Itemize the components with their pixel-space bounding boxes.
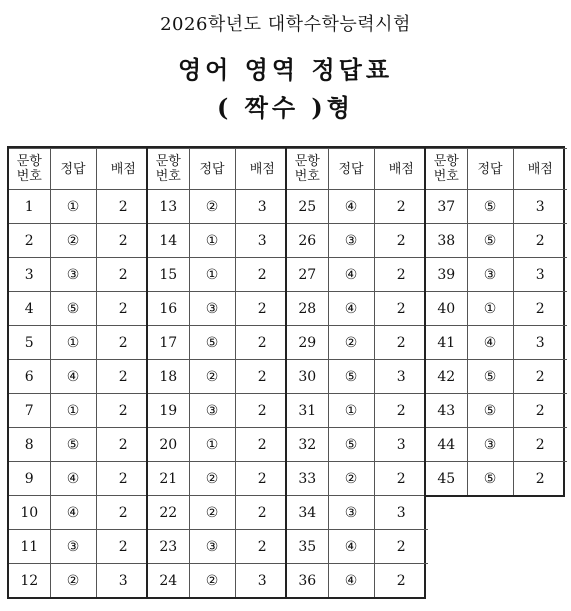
question-number: 35 (287, 530, 328, 564)
points-value: 2 (96, 496, 150, 530)
column-header-answer: 정답 (189, 149, 235, 190)
answer-value: ① (189, 428, 235, 462)
answer-block-4 (424, 146, 565, 497)
question-number: 4 (9, 292, 50, 326)
table-row (426, 462, 567, 496)
points-value: 3 (374, 360, 428, 394)
answer-value: ① (50, 326, 96, 360)
answer-block-1 (7, 146, 148, 599)
answer-value: ⑤ (467, 394, 513, 428)
column-header-question: 문항 번호 (9, 149, 50, 190)
points-value: 2 (374, 258, 428, 292)
header-row (287, 149, 428, 190)
table-row (287, 530, 428, 564)
table-row (148, 428, 289, 462)
column-header-points: 배점 (235, 149, 289, 190)
table-row (9, 224, 150, 258)
answer-value: ② (328, 326, 374, 360)
table-row (148, 190, 289, 224)
points-value: 2 (96, 258, 150, 292)
answer-value: ① (328, 394, 374, 428)
points-value: 2 (513, 394, 567, 428)
document-subtitle: ( 짝수 )형 (217, 93, 354, 122)
question-number: 20 (148, 428, 189, 462)
points-value: 3 (235, 564, 289, 598)
points-value: 2 (374, 326, 428, 360)
points-value: 2 (513, 360, 567, 394)
column-header-question: 문항 번호 (287, 149, 328, 190)
table-row (9, 462, 150, 496)
points-value: 2 (96, 428, 150, 462)
answer-value: ① (467, 292, 513, 326)
answer-value: ⑤ (467, 224, 513, 258)
answer-value: ④ (328, 530, 374, 564)
points-value: 3 (235, 224, 289, 258)
answer-value: ⑤ (50, 428, 96, 462)
points-value: 2 (235, 292, 289, 326)
exam-title: 2026학년도 대학수학능력시험 (160, 14, 411, 35)
question-number: 25 (287, 190, 328, 224)
header-row (426, 149, 567, 190)
question-number: 12 (9, 564, 50, 598)
table-row (426, 394, 567, 428)
question-number: 6 (9, 360, 50, 394)
answer-value: ③ (328, 496, 374, 530)
table-row (148, 530, 289, 564)
table-row (9, 394, 150, 428)
answer-table (148, 148, 289, 597)
question-number: 17 (148, 326, 189, 360)
table-row (9, 530, 150, 564)
question-number: 32 (287, 428, 328, 462)
answer-value: ③ (189, 530, 235, 564)
table-row (9, 326, 150, 360)
points-value: 2 (235, 530, 289, 564)
table-row (287, 190, 428, 224)
table-row (287, 394, 428, 428)
table-row (287, 258, 428, 292)
question-number: 7 (9, 394, 50, 428)
points-value: 3 (374, 428, 428, 462)
table-row (287, 326, 428, 360)
answer-value: ③ (328, 224, 374, 258)
answer-value: ② (189, 462, 235, 496)
column-header-answer: 정답 (467, 149, 513, 190)
question-number: 10 (9, 496, 50, 530)
answer-value: ⑤ (467, 360, 513, 394)
points-value: 3 (513, 258, 567, 292)
column-header-points: 배점 (374, 149, 428, 190)
question-number: 34 (287, 496, 328, 530)
table-row (148, 258, 289, 292)
points-value: 2 (235, 326, 289, 360)
table-row (287, 292, 428, 326)
table-row (148, 360, 289, 394)
question-number: 36 (287, 564, 328, 598)
points-value: 3 (96, 564, 150, 598)
question-number: 23 (148, 530, 189, 564)
answer-value: ③ (189, 394, 235, 428)
points-value: 2 (374, 394, 428, 428)
points-value: 2 (96, 326, 150, 360)
question-number: 13 (148, 190, 189, 224)
question-number: 42 (426, 360, 467, 394)
points-value: 2 (235, 496, 289, 530)
answer-value: ⑤ (189, 326, 235, 360)
table-row (9, 292, 150, 326)
table-row (426, 292, 567, 326)
column-header-question: 문항 번호 (426, 149, 467, 190)
points-value: 3 (374, 496, 428, 530)
question-number: 18 (148, 360, 189, 394)
points-value: 2 (235, 394, 289, 428)
answer-table (287, 148, 428, 597)
question-number: 29 (287, 326, 328, 360)
points-value: 3 (513, 326, 567, 360)
question-number: 16 (148, 292, 189, 326)
points-value: 2 (96, 292, 150, 326)
question-number: 41 (426, 326, 467, 360)
points-value: 2 (96, 462, 150, 496)
answer-value: ④ (50, 360, 96, 394)
table-row (148, 292, 289, 326)
points-value: 2 (374, 224, 428, 258)
answer-value: ④ (328, 292, 374, 326)
question-number: 28 (287, 292, 328, 326)
answer-value: ③ (50, 258, 96, 292)
question-number: 15 (148, 258, 189, 292)
points-value: 2 (96, 360, 150, 394)
question-number: 33 (287, 462, 328, 496)
table-row (426, 428, 567, 462)
answer-value: ② (189, 496, 235, 530)
answer-value: ② (50, 224, 96, 258)
table-row (426, 326, 567, 360)
question-number: 26 (287, 224, 328, 258)
table-row (9, 564, 150, 598)
answer-value: ③ (467, 428, 513, 462)
points-value: 2 (374, 530, 428, 564)
question-number: 44 (426, 428, 467, 462)
answer-value: ① (50, 394, 96, 428)
question-number: 21 (148, 462, 189, 496)
answer-value: ⑤ (50, 292, 96, 326)
points-value: 2 (235, 258, 289, 292)
answer-value: ③ (189, 292, 235, 326)
answer-value: ④ (328, 190, 374, 224)
question-number: 31 (287, 394, 328, 428)
answer-table (9, 148, 150, 597)
answer-value: ④ (328, 258, 374, 292)
question-number: 45 (426, 462, 467, 496)
table-row (287, 496, 428, 530)
points-value: 2 (235, 462, 289, 496)
question-number: 30 (287, 360, 328, 394)
answer-value: ① (189, 258, 235, 292)
table-row (9, 496, 150, 530)
question-number: 27 (287, 258, 328, 292)
header-row (9, 149, 150, 190)
question-number: 14 (148, 224, 189, 258)
table-row (426, 224, 567, 258)
answer-value: ① (50, 190, 96, 224)
question-number: 24 (148, 564, 189, 598)
answer-value: ② (50, 564, 96, 598)
column-header-points: 배점 (513, 149, 567, 190)
column-header-answer: 정답 (50, 149, 96, 190)
table-row (426, 190, 567, 224)
table-row (287, 462, 428, 496)
points-value: 2 (374, 292, 428, 326)
question-number: 39 (426, 258, 467, 292)
table-row (9, 190, 150, 224)
points-value: 2 (374, 564, 428, 598)
answer-value: ④ (50, 462, 96, 496)
points-value: 2 (374, 462, 428, 496)
column-header-points: 배점 (96, 149, 150, 190)
table-row (9, 360, 150, 394)
answer-value: ③ (467, 258, 513, 292)
table-row (148, 394, 289, 428)
points-value: 3 (235, 190, 289, 224)
question-number: 22 (148, 496, 189, 530)
question-number: 40 (426, 292, 467, 326)
answer-value: ② (189, 190, 235, 224)
question-number: 9 (9, 462, 50, 496)
answer-value: ④ (50, 496, 96, 530)
points-value: 2 (513, 462, 567, 496)
answer-value: ③ (50, 530, 96, 564)
column-header-answer: 정답 (328, 149, 374, 190)
points-value: 2 (96, 224, 150, 258)
question-number: 5 (9, 326, 50, 360)
points-value: 3 (513, 190, 567, 224)
table-row (287, 428, 428, 462)
table-row (287, 224, 428, 258)
table-row (148, 224, 289, 258)
table-row (426, 258, 567, 292)
table-row (9, 258, 150, 292)
answer-value: ⑤ (328, 428, 374, 462)
points-value: 2 (235, 360, 289, 394)
document-title: 영어 영역 정답표 (178, 55, 393, 84)
points-value: 2 (513, 292, 567, 326)
answer-value: ⑤ (467, 462, 513, 496)
table-row (148, 462, 289, 496)
table-row (287, 360, 428, 394)
question-number: 11 (9, 530, 50, 564)
points-value: 2 (374, 190, 428, 224)
question-number: 37 (426, 190, 467, 224)
question-number: 43 (426, 394, 467, 428)
answer-value: ⑤ (467, 190, 513, 224)
question-number: 19 (148, 394, 189, 428)
answer-value: ② (328, 462, 374, 496)
answer-value: ② (189, 564, 235, 598)
answer-value: ② (189, 360, 235, 394)
points-value: 2 (513, 428, 567, 462)
question-number: 2 (9, 224, 50, 258)
answer-value: ⑤ (328, 360, 374, 394)
answer-value: ④ (328, 564, 374, 598)
points-value: 2 (96, 190, 150, 224)
question-number: 1 (9, 190, 50, 224)
points-value: 2 (513, 224, 567, 258)
table-row (9, 428, 150, 462)
answer-table (426, 148, 567, 495)
table-row (148, 496, 289, 530)
answer-value: ④ (467, 326, 513, 360)
answer-block-3 (285, 146, 426, 599)
answer-block-2 (146, 146, 287, 599)
question-number: 8 (9, 428, 50, 462)
table-row (148, 326, 289, 360)
points-value: 2 (96, 530, 150, 564)
table-row (287, 564, 428, 598)
points-value: 2 (96, 394, 150, 428)
question-number: 38 (426, 224, 467, 258)
points-value: 2 (235, 428, 289, 462)
question-number: 3 (9, 258, 50, 292)
answer-value: ① (189, 224, 235, 258)
table-row (426, 360, 567, 394)
header-row (148, 149, 289, 190)
table-row (148, 564, 289, 598)
column-header-question: 문항 번호 (148, 149, 189, 190)
